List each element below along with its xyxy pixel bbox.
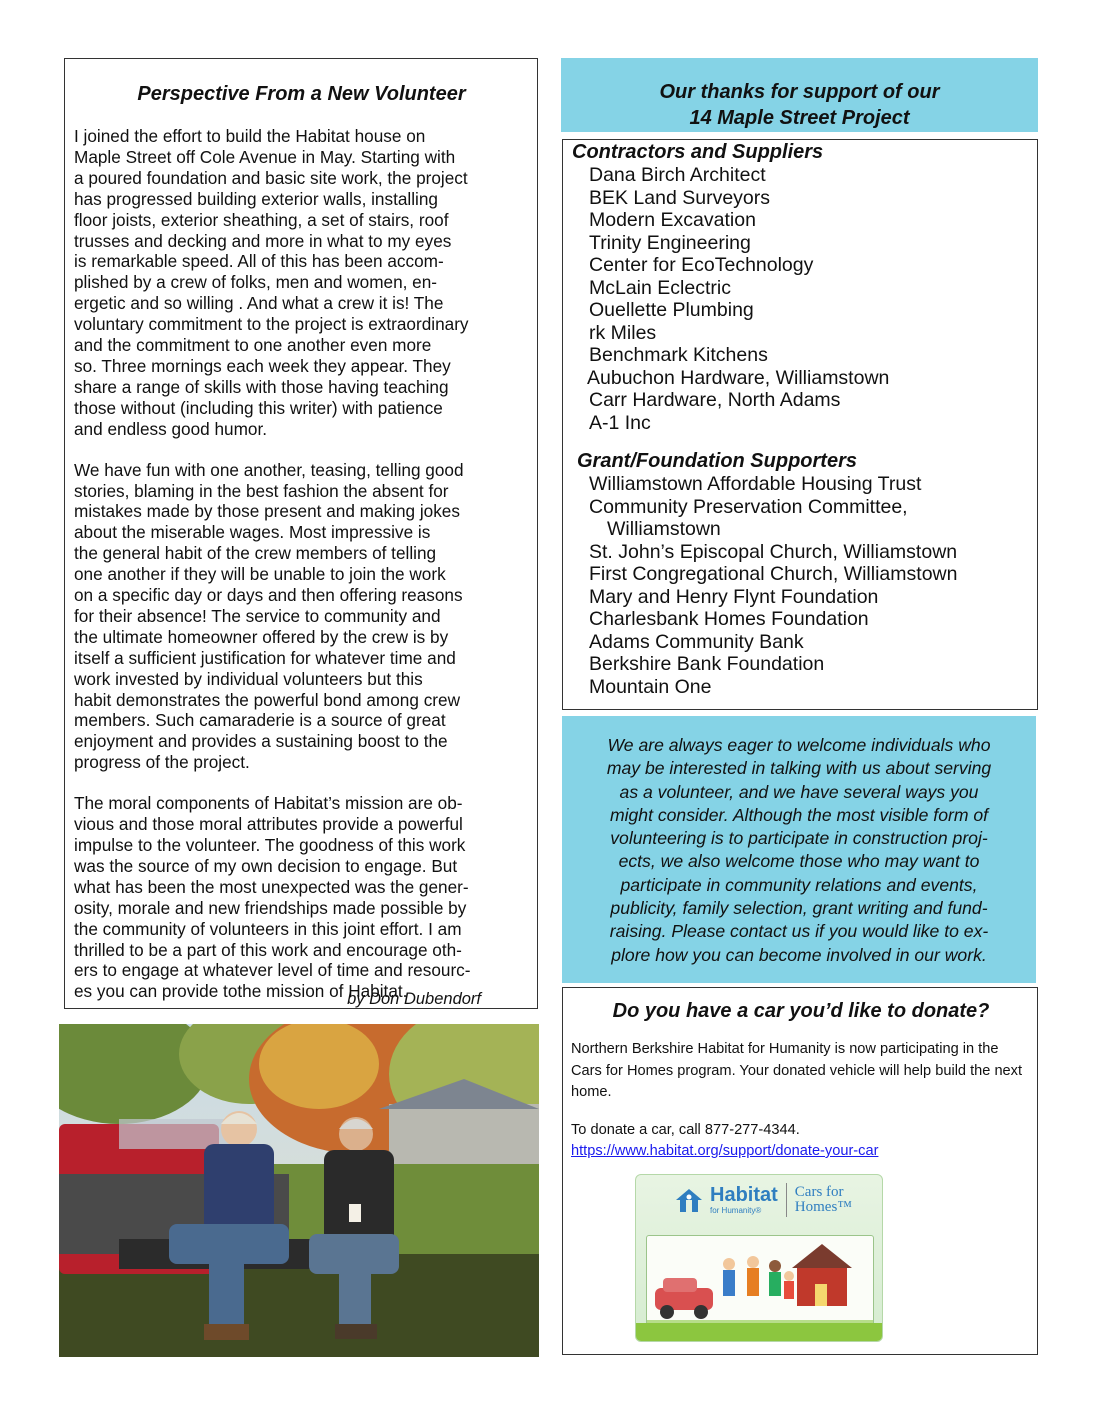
list-item: Dana Birch Architect bbox=[589, 164, 766, 186]
volunteers-photo bbox=[59, 1024, 539, 1357]
list-item: A-1 Inc bbox=[589, 411, 651, 434]
logo-divider bbox=[786, 1183, 787, 1217]
volunteer-callout: We are always eager to welcome individuals who may be interested in talking with us about serving as a volunteer, and we have several ways you might consider. Although the most visible form of volunteering is to participate in construction proj- ects, we also welcome those who may want to participate in community relations and events, publicity, family selection, grant writing and fund- raising. Please contact us if you would like to ex- plore how you can become involved in our work. bbox=[562, 716, 1036, 983]
list-item: Mountain One bbox=[589, 675, 712, 698]
article-paragraph-2: We have fun with one another, teasing, telling good stories, blaming in the best fashion the absent for mistakes made by those present and making jokes about the miserable wages. Most impressive is the general habit of the crew members of telling one another if they will be unable to join the work on a specific day or days and then offering reasons for their absence! The service to community and the ultimate homeowner offered by the crew is by itself a sufficient justification for whatever time and work invested by individual volunteers but this habit demonstrates the powerful bond among crew members. Such camaraderie is a source of great enjoyment and provides a sustaining boost to the progress of the project. bbox=[74, 459, 464, 773]
list-item: Mary and Henry Flynt Foundation bbox=[589, 585, 879, 608]
car-heading: Do you have a car you’d like to donate? bbox=[612, 1000, 990, 1022]
thanks-line-1: Our thanks for support of our bbox=[659, 81, 940, 103]
thanks-header bbox=[561, 58, 1038, 132]
list-item: First Congregational Church, Williamstown bbox=[589, 563, 958, 585]
car-call-text: To donate a car, call 877-277-4344. bbox=[571, 1121, 800, 1138]
contractors-list bbox=[572, 164, 1037, 434]
contractors-heading: Contractors and Suppliers bbox=[572, 141, 824, 163]
cars-for-homes-logo bbox=[635, 1174, 883, 1342]
thanks-line-2: 14 Maple Street Project bbox=[689, 107, 910, 129]
car-donation-panel bbox=[562, 987, 1038, 1355]
list-item: Modern Excavation bbox=[589, 209, 756, 231]
article-paragraph-1: I joined the effort to build the Habitat house on Maple Street off Cole Avenue in May. Starting with a poured foundation and basic site work, the project has progressed building exterior walls, installing floor joists, exterior sheathing, a set of stairs, roof trusses and decking and more in what to my eyes is remarkable speed. All of this has been accom- plished by a crew of folks, men and women, en- ergetic and so willing . And what a crew it is! The voluntary commitment to the project is extraordinary and the commitment to one another even more so. Three mornings each week they appear. They share a range of skills with those having teaching those without (including this writer) with patience and endless good humor. bbox=[74, 126, 469, 439]
habitat-house-icon bbox=[672, 1186, 706, 1214]
list-item-text: Community Preservation Committee, bbox=[589, 495, 908, 518]
cars-for-text: Cars for bbox=[794, 1184, 844, 1200]
list-item: Berkshire Bank Foundation bbox=[589, 653, 825, 675]
grants-list bbox=[572, 473, 1037, 698]
list-item: Adams Community Bank bbox=[589, 630, 804, 653]
list-item: rk Miles bbox=[589, 321, 657, 344]
list-item bbox=[589, 496, 1037, 541]
cartoon-illustration bbox=[646, 1235, 874, 1333]
list-item: Ouellette Plumbing bbox=[589, 299, 754, 321]
car-body: Northern Berkshire Habitat for Humanity is now participating in the Cars for Homes program. Your donated vehicle will help build the next home. bbox=[571, 1041, 1023, 1100]
homes-text: Homes™ bbox=[794, 1199, 852, 1215]
habitat-logo-subtext: for Humanity® bbox=[710, 1206, 762, 1215]
list-item: Charlesbank Homes Foundation bbox=[589, 608, 869, 630]
supporters-panel bbox=[562, 139, 1038, 710]
list-item: Aubuchon Hardware, Williamstown bbox=[587, 366, 890, 389]
article-paragraph-3: The moral components of Habitat’s mission are ob- vious and those moral attributes provide a powerful impulse to the volunteer. The goodness of this work was the source of my own decision to engage. But what has been the most unexpected was the gener- osity, morale and new friendships made possible by the community of volunteers in this joint effort. I am thrilled to be a part of this work and encourage oth- ers to engage at whatever level of time and resourc- es you can provide tothe mission of Habitat. bbox=[74, 793, 471, 1002]
list-item: Center for EcoTechnology bbox=[589, 254, 814, 276]
article-byline: by Don Dubendorf bbox=[347, 990, 481, 1008]
list-item: Benchmark Kitchens bbox=[589, 344, 768, 366]
list-item: BEK Land Surveyors bbox=[589, 186, 771, 209]
list-item: Williamstown Affordable Housing Trust bbox=[589, 473, 922, 495]
donate-car-link[interactable]: https://www.habitat.org/support/donate-your-car bbox=[571, 1143, 879, 1159]
habitat-logo-text: Habitat bbox=[710, 1184, 778, 1206]
list-item: McLain Eclectric bbox=[589, 276, 731, 299]
list-item: St. John’s Episcopal Church, Williamstown bbox=[589, 540, 958, 563]
list-item-continuation: Williamstown bbox=[607, 518, 721, 540]
article-panel bbox=[64, 58, 538, 1009]
logo-green-band bbox=[636, 1323, 882, 1341]
article-title: Perspective From a New Volunteer bbox=[137, 83, 466, 105]
list-item: Trinity Engineering bbox=[589, 231, 751, 254]
list-item: Carr Hardware, North Adams bbox=[589, 389, 841, 411]
grants-heading: Grant/Foundation Supporters bbox=[577, 450, 857, 472]
